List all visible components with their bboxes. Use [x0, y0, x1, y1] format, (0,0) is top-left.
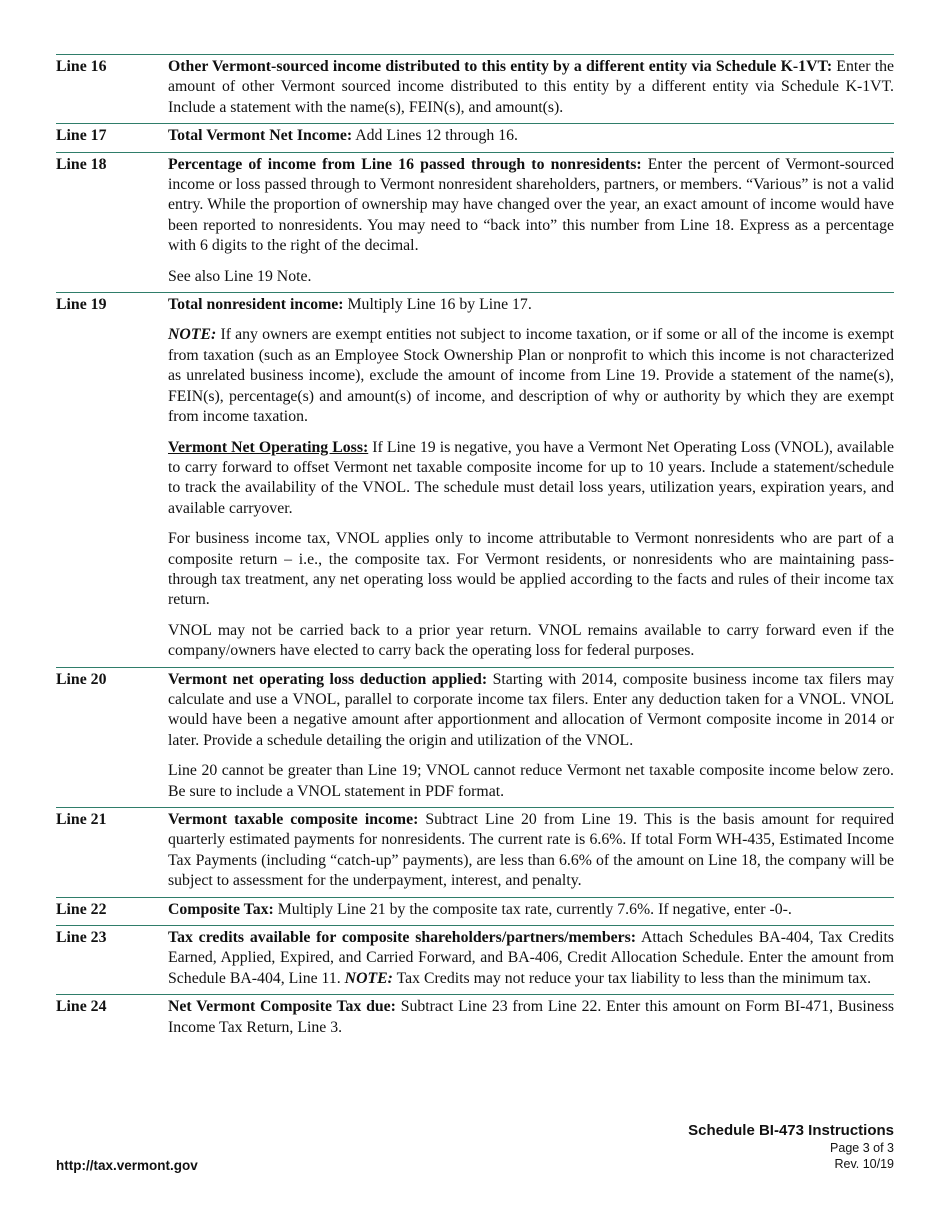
line-heading: Total nonresident income:	[168, 296, 344, 314]
line-label: Line 23	[56, 929, 107, 947]
line-text: See also Line 19 Note.	[168, 267, 312, 285]
line-label: Line 16	[56, 58, 107, 75]
line-content	[168, 900, 894, 920]
line-heading: Composite Tax:	[168, 900, 274, 918]
line-text: Enter the amount of other Vermont sourced income distributed to this entity by a different entity via Schedule K-1VT. Include a statement with the name(s), FEIN(s), and amount(s).	[168, 58, 894, 116]
line-20-row	[56, 667, 894, 807]
note-paragraph	[168, 325, 894, 427]
line-heading: Vermont taxable composite income:	[168, 811, 419, 828]
line-17-row	[56, 123, 894, 151]
line-text: Subtract Line 23 from Line 22. Enter this amount on Form BI-471, Business Income Tax Return, Line 3.	[168, 998, 894, 1036]
line-label: Line 21	[56, 811, 107, 828]
line-label: Line 22	[56, 900, 107, 918]
line-label: Line 24	[56, 998, 107, 1016]
line-24-row	[56, 994, 894, 1043]
line-content	[168, 670, 894, 802]
line-text: Multiply Line 16 by Line 17.	[343, 296, 532, 314]
line-label: Line 20	[56, 670, 107, 688]
subheading: Vermont Net Operating Loss:	[168, 438, 369, 456]
footer-info	[688, 1121, 894, 1172]
line-content	[168, 997, 894, 1038]
line-heading: Percentage of income from Line 16 passed through to nonresidents:	[168, 155, 642, 173]
line-text: Multiply Line 21 by the composite tax rate, currently 7.6%. If negative, enter -0-.	[273, 900, 792, 918]
line-heading: Other Vermont-sourced income distributed to this entity by a different entity via Schedule K-1VT:	[168, 58, 833, 75]
paragraph	[168, 155, 894, 257]
line-heading: Total Vermont Net Income:	[168, 127, 353, 145]
line-label: Line 19	[56, 296, 107, 314]
line-text: If any owners are exempt entities not subject to income taxation, or if some or all of the income is exempt from taxation (such as an Employee Stock Ownership Plan or nonprofit to which this income is not characterized as unrelated business income), exclude the amount of income from Line 19. Provide a statement of the name(s), FEIN(s), percentage(s) and amount(s) of income, and description of why or authority by which they are exempt from income taxation.	[168, 326, 894, 426]
paragraph	[168, 621, 894, 662]
paragraph	[168, 928, 894, 989]
paragraph	[168, 670, 894, 752]
line-text: Tax Credits may not reduce your tax liability to less than the minimum tax.	[392, 969, 872, 987]
line-16-row	[56, 54, 894, 123]
paragraph	[168, 126, 894, 146]
instructions-table	[56, 54, 894, 1043]
line-21-row	[56, 807, 894, 897]
line-heading: Vermont net operating loss deduction applied:	[168, 670, 488, 688]
note-label: NOTE:	[344, 969, 393, 987]
line-label: Line 18	[56, 155, 107, 173]
line-content	[168, 57, 894, 118]
line-text: Subtract Line 20 from Line 19. This is the basis amount for required quarterly estimated payments for nonresidents. The current rate is 6.6%. If total Form WH-435, Estimated Income Tax Payments (including “catch-up” payments), are less than 6.6% of the amount on Line 18, the company will be subject to assessment for the underpayment, interest, and penalty.	[168, 811, 894, 890]
line-19-row	[56, 292, 894, 667]
line-content	[168, 810, 894, 892]
line-text: Starting with 2014, composite business income tax filers may calculate and use a VNOL, parallel to corporate income tax filers. Enter any deduction taken for a VNOL. VNOL would have been a negative amount after apportionment and allocation of Vermont composite income in 2014 or later. Provide a schedule detailing the origin and utilization of the VNOL.	[168, 670, 894, 749]
revision-date: Rev. 10/19	[834, 1157, 894, 1171]
paragraph	[168, 57, 894, 118]
paragraph	[168, 529, 894, 611]
line-23-row	[56, 925, 894, 994]
note-label: NOTE:	[168, 326, 217, 344]
line-content	[168, 295, 894, 662]
line-text: Line 20 cannot be greater than Line 19; VNOL cannot reduce Vermont net taxable composite income below zero. Be sure to include a VNOL statement in PDF format.	[168, 762, 894, 800]
line-content	[168, 155, 894, 287]
line-text: Add Lines 12 through 16.	[352, 127, 518, 145]
line-content	[168, 126, 894, 146]
line-heading: Tax credits available for composite shareholders/partners/members:	[168, 929, 637, 947]
line-22-row	[56, 897, 894, 925]
paragraph	[168, 900, 894, 920]
line-content	[168, 928, 894, 989]
line-label: Line 17	[56, 127, 107, 145]
line-text: VNOL may not be carried back to a prior year return. VNOL remains available to carry forward even if the company/owners have elected to carry back the operating loss for federal purposes.	[168, 621, 894, 660]
paragraph	[168, 438, 894, 520]
paragraph	[168, 267, 894, 287]
line-text: Attach Schedules BA-404, Tax Credits Earned, Applied, Expired, and Carried Forward, and BA-406, Credit Allocation Schedule. Enter the amount from Schedule BA-404, Line 11.	[168, 929, 895, 987]
paragraph	[168, 761, 894, 802]
line-text: If Line 19 is negative, you have a Vermont Net Operating Loss (VNOL), available to carry forward to offset Vermont net taxable composite income for up to 10 years. Include a statement/schedule to track the availability of the VNOL. The schedule must detail loss years, utilization years, expiration years, and available carryover.	[168, 438, 894, 517]
line-heading: Net Vermont Composite Tax due:	[168, 998, 396, 1016]
line-text: Enter the percent of Vermont-sourced income or loss passed through to Vermont nonresident shareholders, partners, or members. “Various” is not a valid entry. While the proportion of ownership may have changed over the year, an exact amount of income would have been reported to nonresidents. You may need to “back into” this number from Line 18. Express as a percentage with 6 digits to the right of the decimal.	[168, 155, 894, 255]
page-number: Page 3 of 3	[830, 1141, 894, 1155]
line-18-row	[56, 152, 894, 292]
paragraph	[168, 997, 894, 1038]
website-link[interactable]: http://tax.vermont.gov	[56, 1158, 198, 1173]
line-text: For business income tax, VNOL applies only to income attributable to Vermont nonresidents who are part of a composite return – i.e., the composite tax. For Vermont residents, or nonresidents who are maintaining pass-through tax treatment, any net operating loss would be applied according to the facts and rules of their income tax return.	[168, 530, 894, 609]
paragraph	[168, 810, 894, 892]
form-title: Schedule BI-473 Instructions	[688, 1122, 894, 1139]
paragraph	[168, 295, 894, 315]
